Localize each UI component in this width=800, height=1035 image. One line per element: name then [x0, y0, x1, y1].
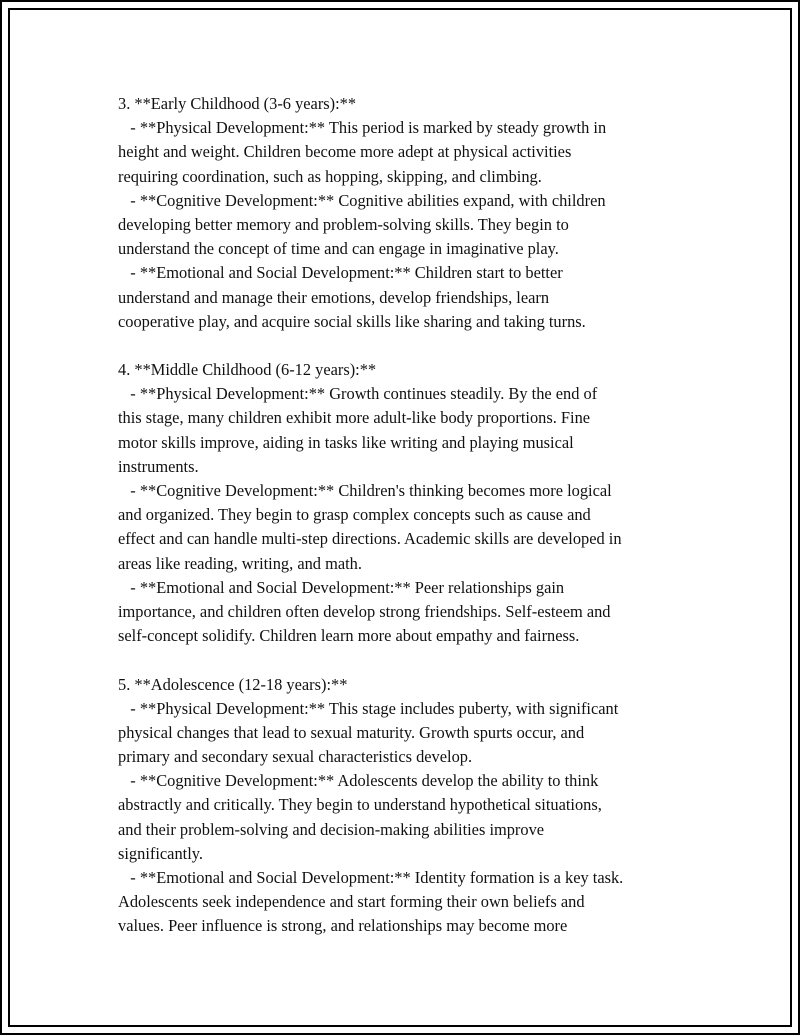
text-line: and organized. They begin to grasp complex concepts such as cause and — [118, 505, 591, 525]
text-line: Adolescents seek independence and start forming their own beliefs and — [118, 892, 585, 912]
text-line: importance, and children often develop strong friendships. Self-esteem and — [118, 601, 611, 621]
text-line: cooperative play, and acquire social skills like sharing and taking turns. — [118, 311, 586, 331]
text-line: abstractly and critically. They begin to understand hypothetical situations, — [118, 795, 602, 815]
text-line: requiring coordination, such as hopping, skipping, and climbing. — [118, 166, 542, 186]
document-body — [118, 92, 698, 939]
text-line: - **Physical Development:** This period is marked by steady growth in — [118, 118, 607, 138]
text-line: motor skills improve, aiding in tasks like writing and playing musical — [118, 432, 574, 452]
text-line: values. Peer influence is strong, and relationships may become more — [118, 916, 568, 936]
text-line: 3. **Early Childhood (3-6 years):** — [118, 94, 357, 113]
text-line: and their problem-solving and decision-making abilities improve — [118, 819, 545, 839]
text-line: self-concept solidify. Children learn more about empathy and fairness. — [118, 626, 580, 646]
text-line: significantly. — [118, 843, 203, 863]
text-line: developing better memory and problem-solving skills. They begin to — [118, 214, 569, 234]
blank-line — [118, 648, 698, 672]
text-line: - **Physical Development:** Growth continues steadily. By the end of — [118, 384, 598, 404]
text-line: - **Emotional and Social Development:** Identity formation is a key task. — [118, 868, 624, 887]
text-line: height and weight. Children become more adept at physical activities — [118, 142, 572, 162]
text-line: 4. **Middle Childhood (6-12 years):** — [118, 360, 377, 380]
text-line: effect and can handle multi-step directions. Academic skills are developed in — [118, 529, 622, 549]
text-line: understand the concept of time and can engage in imaginative play. — [118, 239, 559, 259]
text-line: instruments. — [118, 456, 199, 476]
text-line: - **Cognitive Development:** Adolescents develop the ability to think — [118, 771, 599, 791]
text-line: - **Emotional and Social Development:** Children start to better — [118, 263, 563, 283]
text-line: 5. **Adolescence (12-18 years):** — [118, 674, 348, 694]
text-line: physical changes that lead to sexual maturity. Growth spurts occur, and — [118, 722, 585, 742]
text-line: understand and manage their emotions, develop friendships, learn — [118, 287, 550, 307]
blank-line — [118, 334, 698, 358]
text-line: areas like reading, writing, and math. — [118, 553, 362, 573]
text-line: - **Cognitive Development:** Children's thinking becomes more logical — [118, 481, 612, 500]
text-line: - **Emotional and Social Development:** Peer relationships gain — [118, 577, 565, 597]
text-line: primary and secondary sexual characteristics develop. — [118, 747, 473, 767]
text-line: this stage, many children exhibit more adult-like body proportions. Fine — [118, 408, 591, 428]
text-line: - **Physical Development:** This stage includes puberty, with significant — [118, 698, 619, 718]
text-line: - **Cognitive Development:** Cognitive abilities expand, with children — [118, 190, 606, 210]
